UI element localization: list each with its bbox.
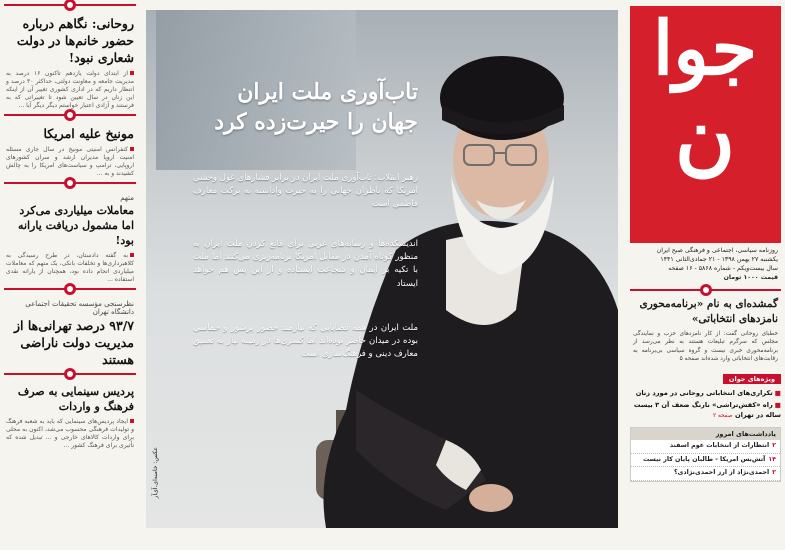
story-brief: از ابتدای دولت یازدهم تاکنون ۱۶ درصد به مدیریت جامعه و معاونت دولتی، حداکثر ۳۰ درصد و انتظار داریم که در اداری کشوری تغییر آن از اینکه این زنان در سال تعیین شود تا تغییراتی که به فرستند و آزادی اعتبار خواستم دیگر دیگر آیا ... <box>6 69 134 109</box>
bullet-dot-icon <box>64 368 76 380</box>
masthead-title-line2: ن <box>674 89 736 185</box>
story-brief: به گفته دادستان، در طرح رسیدگی به کلاهبرداری‌ها و تخلفات بانکی، یک متهم که معاملات میلیاردی انجام داده بود، همچنان از یارانه نقدی استفاده ... <box>6 251 134 284</box>
list-item[interactable]: ۲احمدی‌نژاد از ارز احمدی‌نژادی؟ <box>631 467 780 481</box>
left-news-column <box>4 4 136 546</box>
lead-paragraph-3: ملت ایران در همه قضایایی که نیازمند حضور پرشور و حماسی بوده در میدان حاضر بوده‌اند اما کسری‌ها در زمینه نیاز به تعمیق معارف دینی و فرهنگ‌سازی است <box>193 323 418 360</box>
right-top-story[interactable] <box>630 289 781 366</box>
left-story-2[interactable] <box>4 114 136 182</box>
page-reference: صفحه ۲ <box>712 412 733 419</box>
photo-credit: عکس: خامنه‌ای.آی‌آر <box>152 446 159 498</box>
bullet-dot-icon <box>64 177 76 189</box>
left-story-5[interactable] <box>4 373 136 454</box>
list-item[interactable]: ■تکراری‌های انتخاباتی روحانی در مورد زنان <box>635 388 781 397</box>
story-kicker: نظرسنجی مؤسسه تحقیقات اجتماعی دانشگاه تهران <box>25 300 134 317</box>
issue-info <box>630 243 781 283</box>
notes-box <box>630 427 781 482</box>
story-headline: پردیس سینمایی به صرف فرهنگ و واردات <box>17 384 134 413</box>
lead-paragraph-2: اندیشکده‌ها و رسانه‌های غربی برای قانع کردن ملت ایران به منظور کوتاه آمدن در مقابل امریکا برنامه‌ریزی می‌کنند اما ملت با تکیه بر ایمان و شجاعت ایستاده و از این پس هم خواهد ایستاد <box>193 239 418 289</box>
list-item[interactable]: ۲انتظارات از انتخابات عوم اسفند <box>631 440 780 454</box>
square-bullet-icon <box>130 253 134 257</box>
bullet-dot-icon <box>64 109 76 121</box>
story-headline: معاملات میلیاردی می‌کرد اما مشمول دریافت یارانه بود! <box>18 204 134 248</box>
special-items-list <box>630 388 781 422</box>
notes-box-title: یادداشت‌های امروز <box>631 428 780 440</box>
masthead-logo[interactable] <box>630 6 781 243</box>
story-brief: کنفرانس امنیتی مونیخ در سال جاری مسئله امنیت اروپا مدیران ارشد و سران کشورهای اروپایی، ترامپ و سیاست‌های امریکا را به چالش کشیدند و به ... <box>6 145 134 178</box>
issue-price: قیمت ۱۰۰۰ تومان <box>723 273 778 281</box>
story-kicker: متهم <box>120 194 134 203</box>
special-section-tag: ویژه‌های جوان <box>723 374 781 384</box>
story-brief: ایجاد پردیس‌های سینمایی که باید به شعبه فرهنگ و تولیدات فرهنگی محسوب می‌شد، اکنون به محلی برای واردات کالاهای خارجی و ... تبدیل شده که تأثیری برای فرهنگ کشور ... <box>6 417 134 449</box>
lead-photo-story[interactable] <box>146 10 618 528</box>
issue-number: سال بیست‌ویکم - شماره ۵۸۶۸ - ۱۶ صفحه <box>668 264 778 272</box>
bullet-dot-icon <box>64 0 76 11</box>
left-story-1[interactable] <box>4 4 136 114</box>
square-bullet-icon <box>130 147 134 151</box>
story-headline: روحانی: نگاهم درباره حضور خانم‌ها در دولت شعاری نبود! <box>16 16 134 65</box>
list-item[interactable]: ■راه «کفش‌تراشی» نارنگ ضعف آن ۳ بیست ساله در تهران صفحه ۲ <box>633 400 781 419</box>
masthead-title-line1: جوا <box>652 6 758 92</box>
issue-date: یکشنبه ۲۷ بهمن ۱۳۹۸ - ۲۱ جمادی‌الثانی ۱۴۴۱ <box>660 255 778 263</box>
main-headline <box>158 78 418 137</box>
main-headline-line2: جهان را حیرت‌زده کرد <box>214 108 418 135</box>
issue-subtitle: روزنامه سیاسی، اجتماعی و فرهنگی صبح ایران <box>656 247 778 254</box>
masthead-title <box>635 6 775 185</box>
square-bullet-icon <box>130 419 134 423</box>
main-headline-line1: تاب‌آوری ملت ایران <box>237 79 418 105</box>
lead-paragraph-1: رهبر انقلاب: تاب‌آوری ملت ایران در برابر فشارهای غول وحشی امریکا که ناظران جهانی را به حیرت واداشته به برکت معارف فاطمی است <box>193 173 418 210</box>
bullet-dot-icon <box>64 283 76 295</box>
story-headline: مونیخ علیه امریکا <box>43 126 134 142</box>
right-column <box>630 6 781 546</box>
story-headline: ۹۳/۷ درصد تهرانی‌ها از مدیریت دولت ناراضی هستند <box>14 318 134 367</box>
left-story-3[interactable] <box>4 182 136 288</box>
left-story-4[interactable] <box>4 288 136 373</box>
list-item[interactable]: ۱۴آتش‌بس امریکا - طالبان پایان کار نیست <box>631 454 780 468</box>
story-brief: خطبای روحانی گفت: از کار نامزدهای حزب و نمایندگی مجلس که سرگرم تبلیغات هستند به نظر می‌رسد از برنامه‌محوری خبری نیست و گروه سیاسی بی‌برنامه به رقابت‌های انتخاباتی وارد شده‌اند صفحه ۵ <box>633 331 778 362</box>
story-headline: گمشده‌ای به نام «برنامه‌محوری نامزدهای انتخاباتی» <box>639 297 778 326</box>
square-bullet-icon <box>130 71 134 75</box>
bullet-dot-icon <box>700 284 712 296</box>
